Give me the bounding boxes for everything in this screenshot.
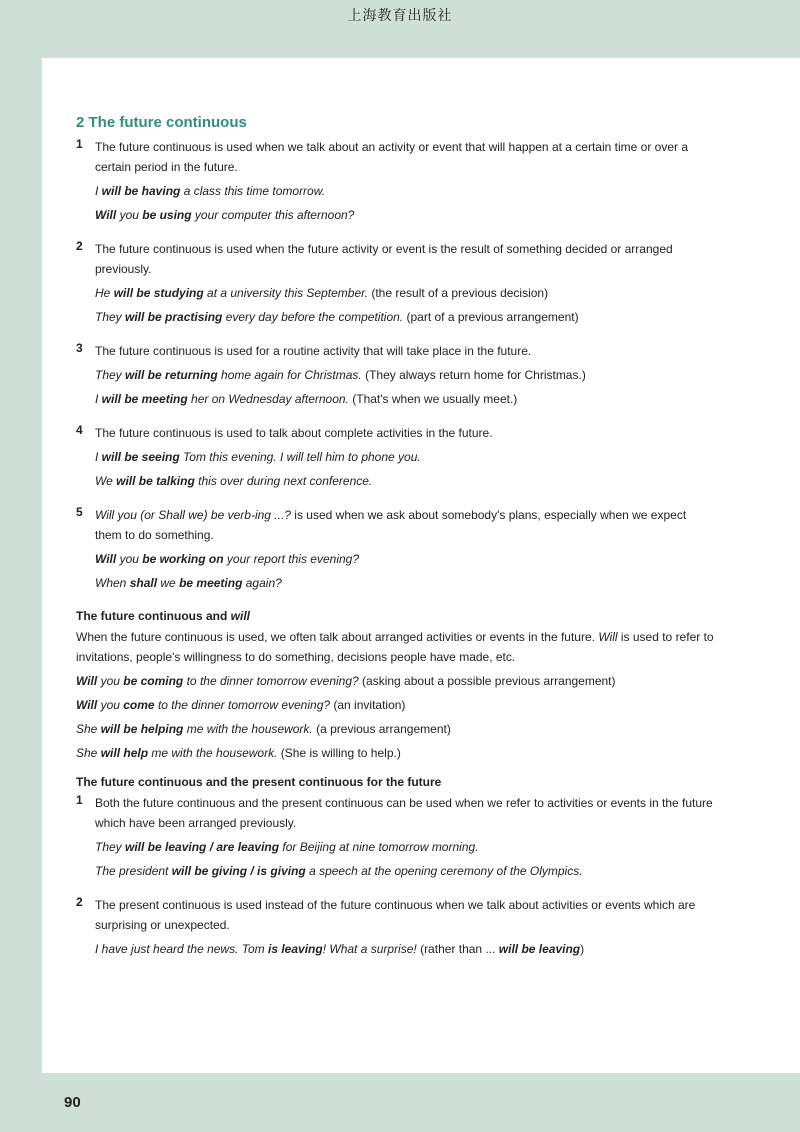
item-number: 1 [76,793,83,807]
rule-item [76,239,716,327]
example-sentence: She will help me with the housework. (She is willing to help.) [76,746,401,760]
page-number: 90 [64,1094,81,1111]
item-number: 1 [76,137,83,151]
rule-item [76,505,716,593]
example-sentence: The president will be giving / is giving a speech at the opening ceremony of the Olympics. [95,864,583,878]
item-number: 3 [76,341,83,355]
item-number: 2 [76,239,83,253]
rule-item [76,423,716,491]
rule-item [76,793,716,881]
rule-item [76,895,716,959]
rule-item [76,137,716,225]
item-number: 2 [76,895,83,909]
example-sentence: Will you be working on your report this evening? [95,552,360,566]
paragraph: When the future continuous is used, we often talk about arranged activities or events in the future. Will is used to refer to invitations, people's willingness to do something, decisions people have made, etc. [76,630,714,664]
example-sentence: She will be helping me with the housework. (a previous arrangement) [76,722,451,736]
example-sentence: He will be studying at a university this September. (the result of a previous decision) [95,286,549,300]
example-sentence: Will you be coming to the dinner tomorrow evening? (asking about a possible previous arrangement) [76,674,616,688]
item-number: 4 [76,423,83,437]
example-sentence: Will you be using your computer this afternoon? [95,208,355,222]
section-title: 2 The future continuous [76,114,247,131]
rule-text: The future continuous is used when we talk about an activity or event that will happen at a certain time or over a certain period in the future. [95,140,688,174]
example-sentence: They will be practising every day before the competition. (part of a previous arrangement) [95,310,579,324]
rule-text: The future continuous is used for a routine activity that will take place in the future. [95,344,532,358]
publisher-name: 上海教育出版社 [347,8,453,24]
item-number: 5 [76,505,83,519]
example-sentence: I will be seeing Tom this evening. I will tell him to phone you. [95,450,421,464]
rule-text: Will you (or Shall we) be verb-ing ...? is used when we ask about somebody's plans, especially when we expect them to do something. [95,508,687,542]
page-content [76,114,716,973]
subsection-heading: The future continuous and the present continuous for the future [76,775,442,789]
example-sentence: I have just heard the news. Tom is leaving! What a surprise! (rather than ... will be leaving) [95,942,585,956]
rule-text: The future continuous is used when the future activity or event is the result of something decided or arranged previously. [95,242,673,276]
rule-text: Both the future continuous and the present continuous can be used when we refer to activities or events in the future which have been arranged previously. [95,796,713,830]
example-sentence: They will be returning home again for Christmas. (They always return home for Christmas.) [95,368,586,382]
example-sentence: Will you come to the dinner tomorrow evening? (an invitation) [76,698,406,712]
example-sentence: When shall we be meeting again? [95,576,282,590]
rule-item [76,341,716,409]
example-sentence: I will be having a class this time tomorrow. [95,184,326,198]
rule-text: The future continuous is used to talk about complete activities in the future. [95,426,493,440]
example-sentence: We will be talking this over during next conference. [95,474,373,488]
example-sentence: They will be leaving / are leaving for Beijing at nine tomorrow morning. [95,840,479,854]
rule-text: The present continuous is used instead of the future continuous when we talk about activities or events which are surprising or unexpected. [95,898,696,932]
book-page [42,58,800,1073]
subsection-heading: The future continuous and will [76,609,251,623]
example-sentence: I will be meeting her on Wednesday afternoon. (That's when we usually meet.) [95,392,518,406]
